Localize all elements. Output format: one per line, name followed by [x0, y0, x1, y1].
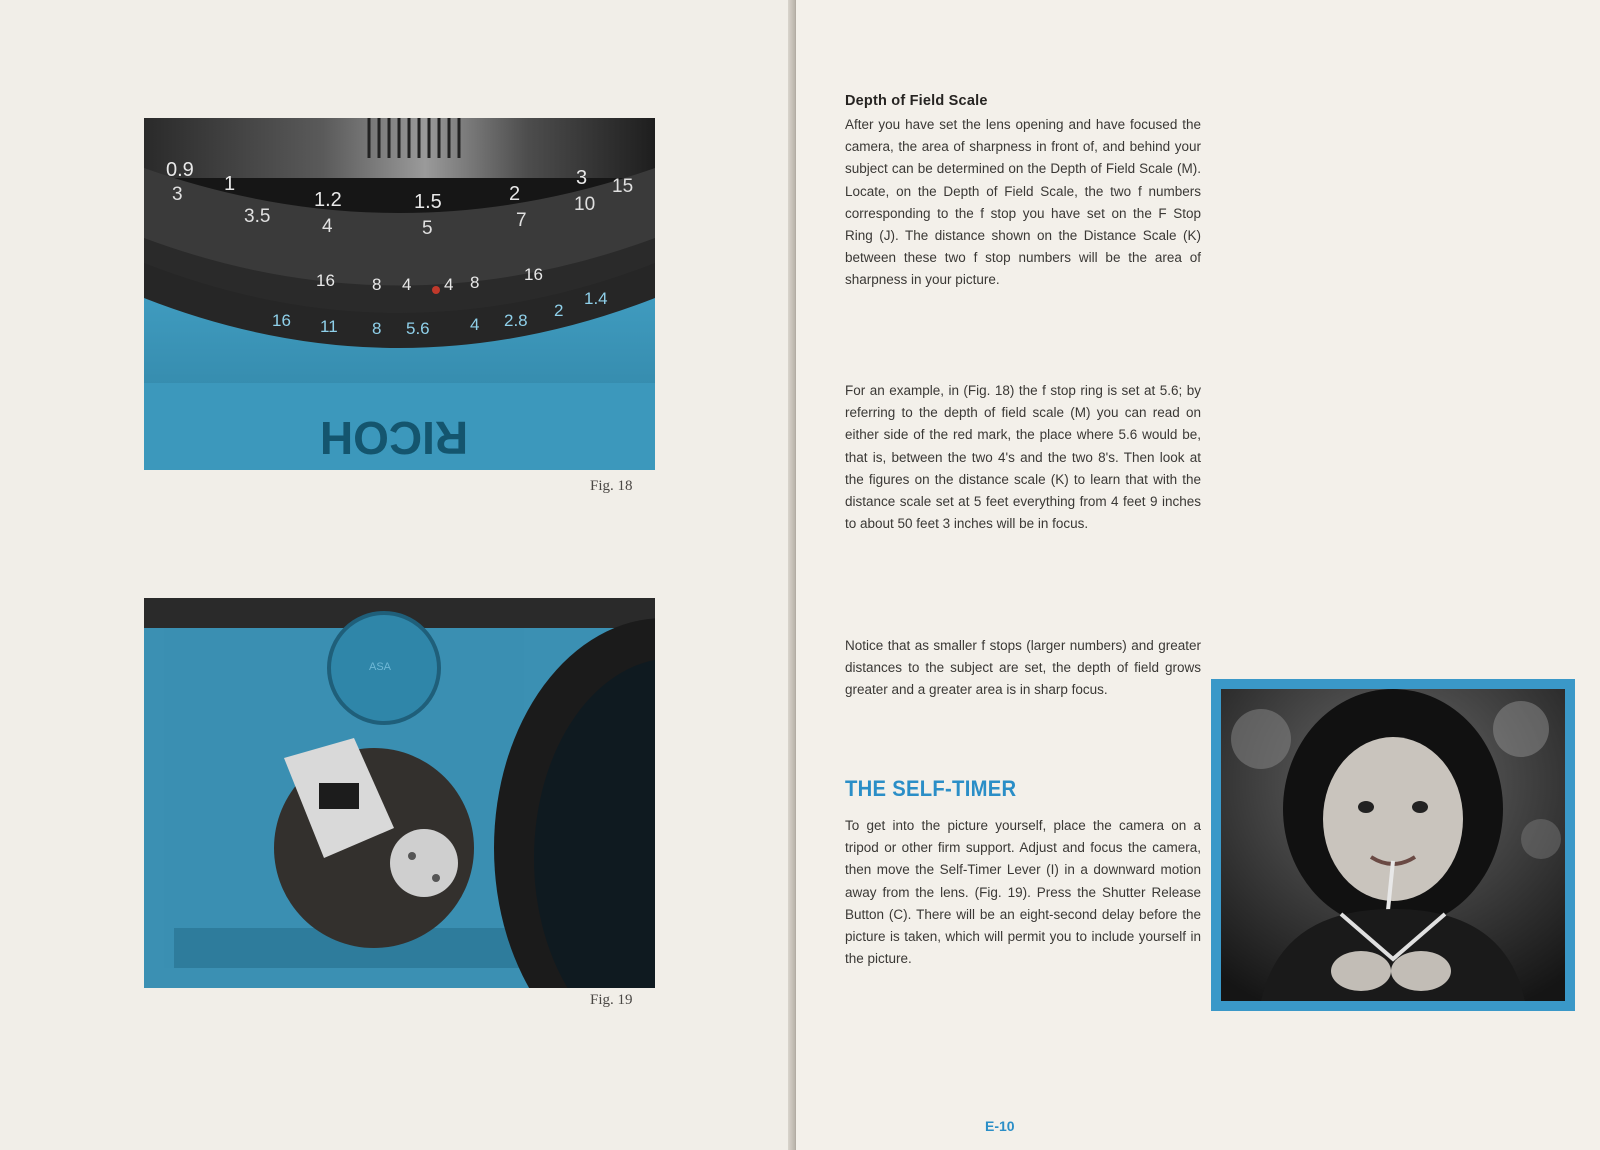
scale-label: 3 — [576, 167, 588, 189]
figure-18-lens-scales — [144, 118, 655, 470]
page-number: E-10 — [985, 1118, 1015, 1134]
scale-label: 0.9 — [166, 159, 194, 181]
fstop-label: 1.4 — [584, 289, 608, 308]
self-timer-illustration — [144, 598, 655, 988]
distance-label: 10 — [574, 194, 596, 215]
dof-label: 4 — [402, 275, 412, 294]
distance-label: 5 — [422, 218, 433, 239]
dof-paragraph-3: Notice that as smaller f stops (larger numbers) and greater distances to the subject are set, the depth of field grows greater and a greater area is in sharp focus. — [845, 638, 1201, 698]
dof-paragraph-2: For an example, in (Fig. 18) the f stop ring is set at 5.6; by referring to the depth of field scale (M) you can read on either side of the red mark, the place where 5.6 would be, that is, between the two 4's and the two 8's. Then look at the figures on the distance scale (K) to learn that with the distance scale set at 5 feet everything from 4 feet 9 inches to about 50 feet 3 inches will be in focus. — [845, 383, 1201, 532]
dof-label: 4 — [444, 275, 454, 294]
fstop-label: 11 — [320, 317, 338, 336]
fig-18-caption: Fig. 18 — [590, 478, 633, 494]
figure-19-self-timer — [144, 598, 655, 988]
dof-paragraph-1: After you have set the lens opening and have focused the camera, the area of sharpness in front of, and behind your subject can be determined on the Depth of Field Scale (M). Locate, on the Depth of Field Scale, the two f numbers corresponding to the f stop you have set on the F Stop Ring (J). The distance shown on the Distance Scale (K) between these two f stop numbers will be the area of sharpness in your picture. — [845, 117, 1201, 288]
scale-label: 2 — [509, 183, 521, 205]
fig-19-caption: Fig. 19 — [590, 992, 633, 1008]
fstop-label: 16 — [272, 311, 291, 330]
self-timer-title: THE SELF-TIMER — [845, 776, 1017, 801]
dof-label: 16 — [316, 271, 335, 290]
distance-label: 15 — [612, 176, 634, 197]
scale-label: 1.5 — [414, 191, 442, 213]
photo-illustration — [1221, 689, 1565, 1001]
dof-label: 8 — [470, 273, 480, 292]
brand-text: RICOH — [319, 412, 469, 464]
dof-label: 8 — [372, 275, 382, 294]
distance-label: 4 — [322, 216, 333, 237]
self-timer-paragraph: To get into the picture yourself, place the camera on a tripod or other firm support. Adjust and focus the camera, then move the Self-Timer Lever (I) in a downward motion away from the lens. (Fig. 19). Press the Shutter Release Button (C). There will be an eight-second delay before the picture is taken, which will permit you to include yourself in the picture. — [845, 818, 1201, 967]
asa-dial-text: ASA — [369, 661, 392, 673]
scale-label: 1 — [224, 173, 236, 195]
fstop-label: 8 — [372, 319, 382, 338]
fstop-label: 2.8 — [504, 311, 528, 330]
fstop-label: 4 — [470, 315, 480, 334]
distance-label: 3.5 — [244, 206, 271, 227]
fstop-label: 5.6 — [406, 319, 430, 338]
left-page — [0, 0, 796, 1150]
fstop-label: 2 — [554, 301, 564, 320]
lens-illustration — [144, 118, 655, 470]
photo-frame — [1211, 679, 1575, 1011]
dof-label: 16 — [524, 265, 543, 284]
distance-label: 7 — [516, 210, 527, 231]
distance-label: 3 — [172, 184, 183, 205]
child-drinking-photo — [1221, 689, 1565, 1001]
scale-label: 1.2 — [314, 189, 342, 211]
dof-heading: Depth of Field Scale — [845, 93, 988, 109]
